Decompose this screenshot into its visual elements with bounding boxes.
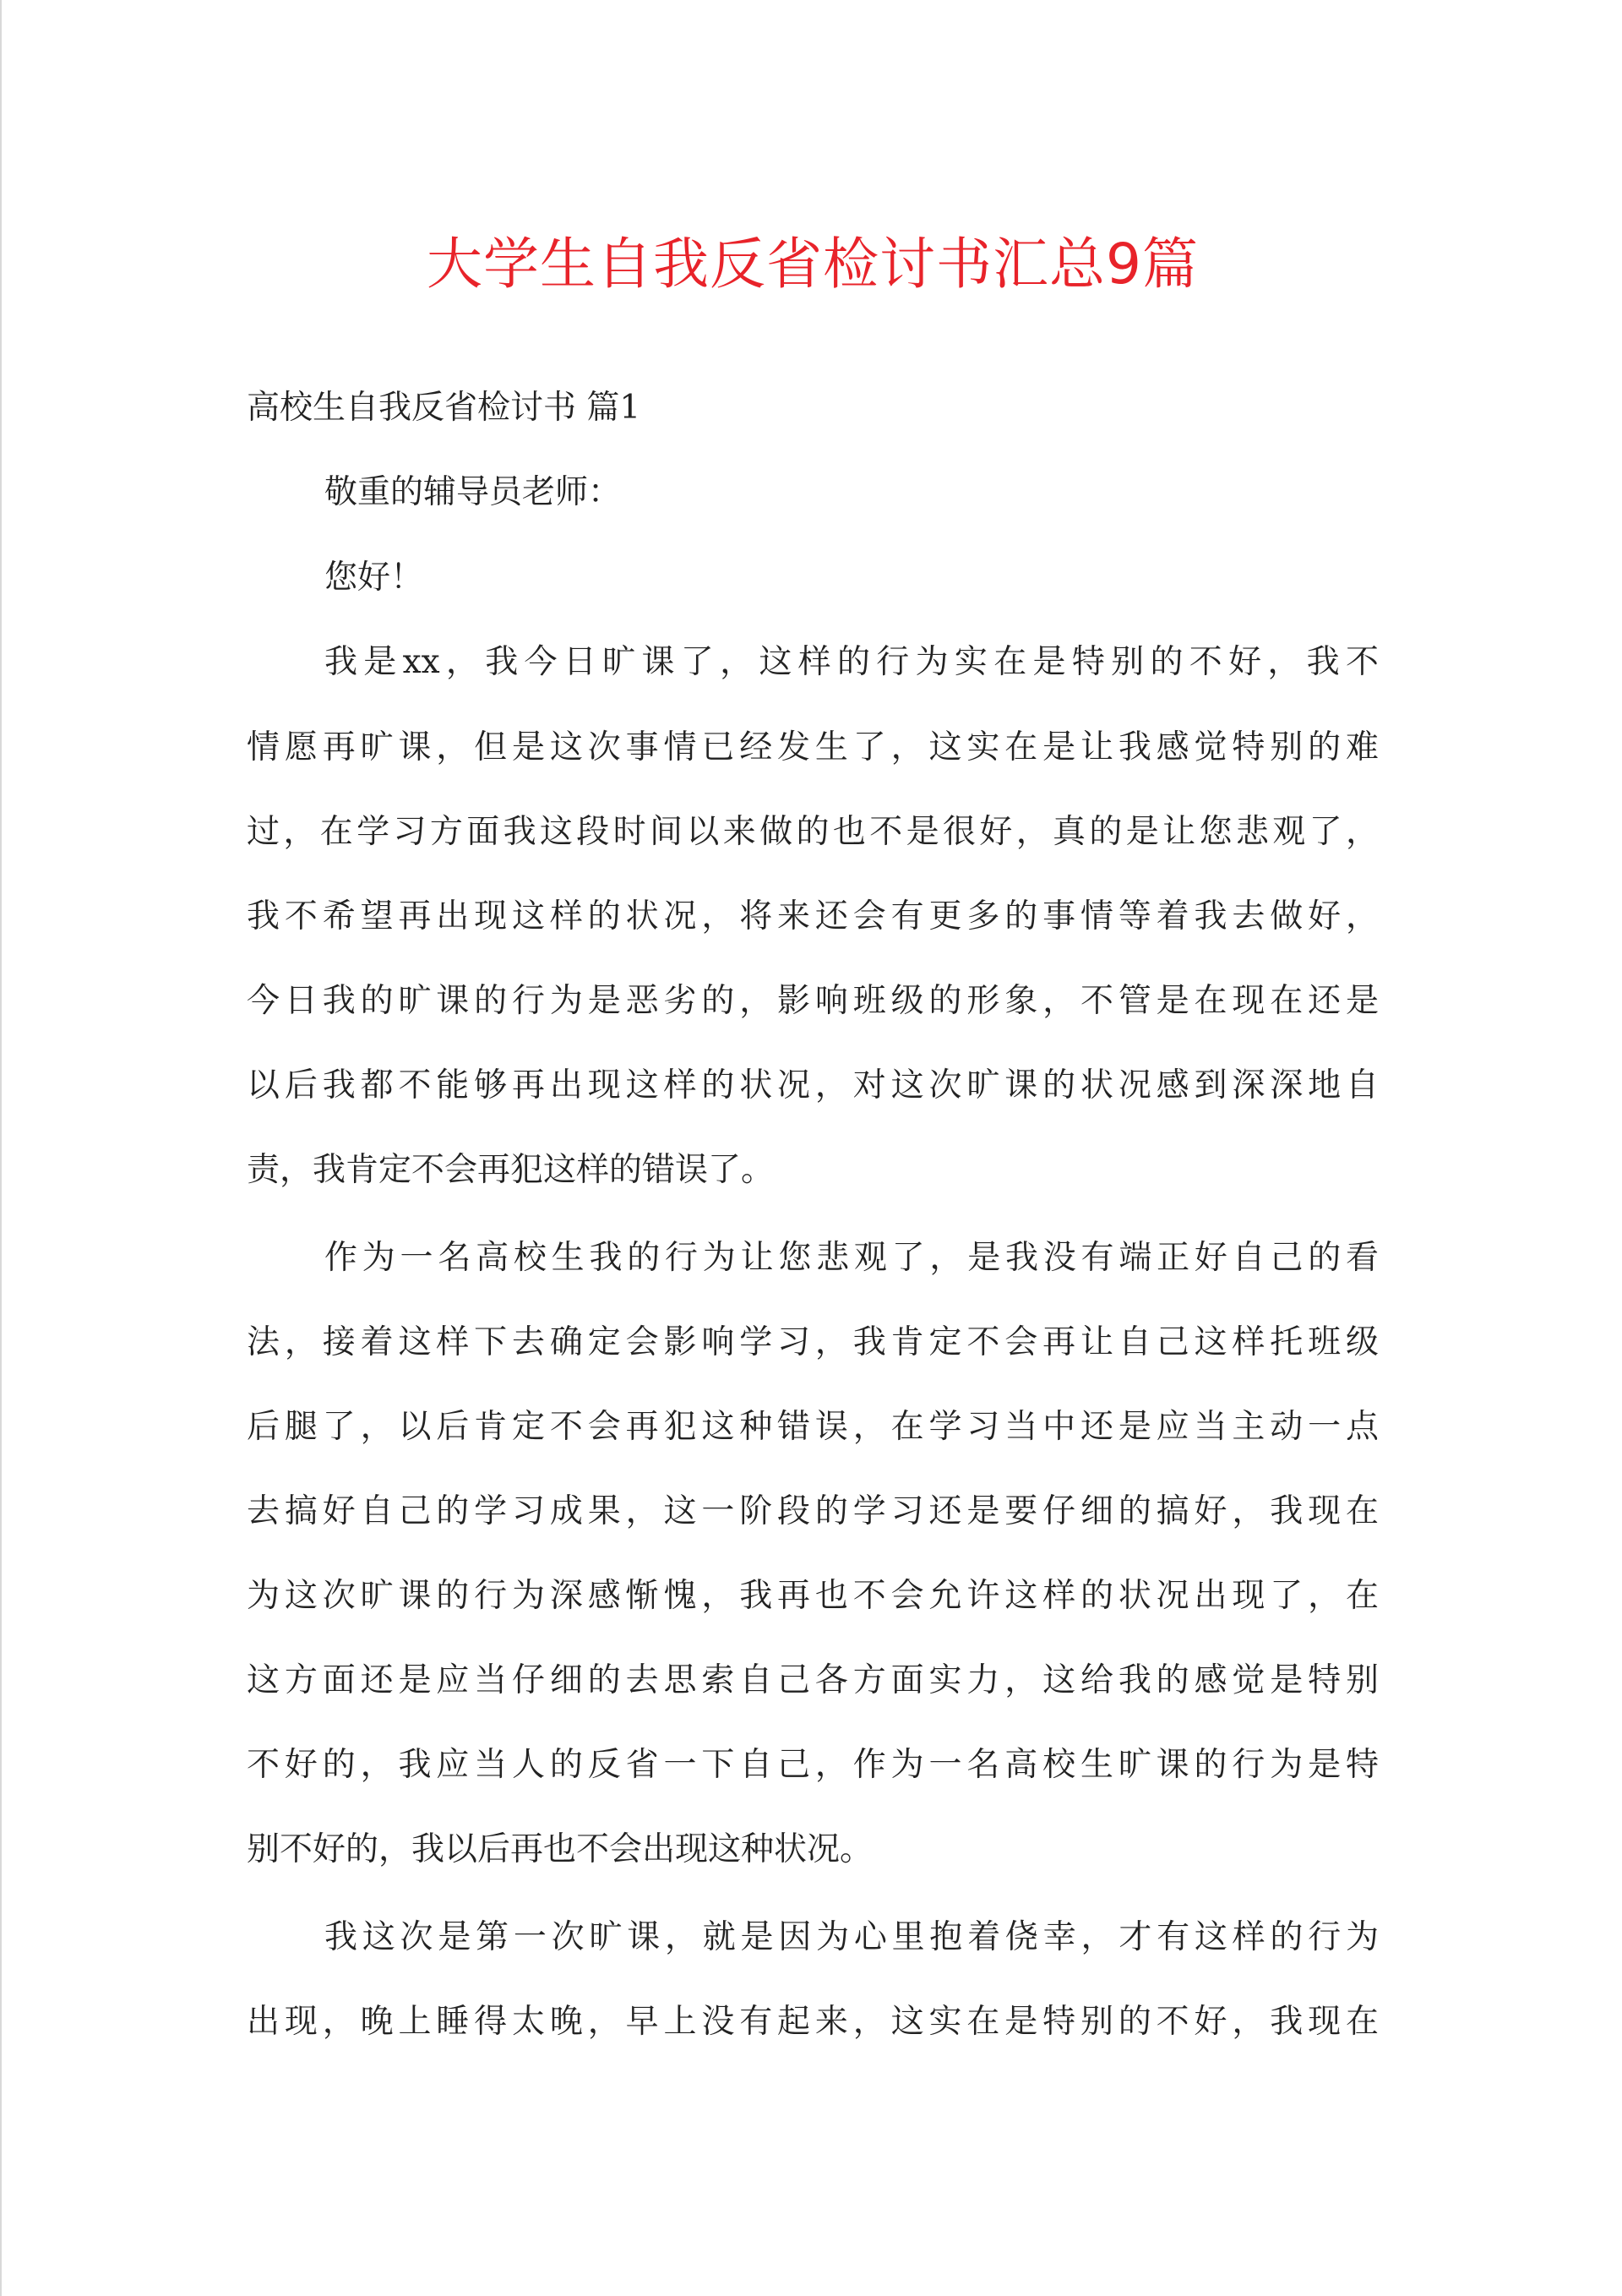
paragraph-1-line: 我不希望再出现这样的状况，将来还会有更多的事情等着我去做好， bbox=[247, 897, 1379, 935]
paragraph-3-line: 我这次是第一次旷课，就是因为心里抱着侥幸，才有这样的行为 bbox=[324, 1918, 1379, 1956]
document-title: 大学生自我反省检讨书汇总9篇 bbox=[427, 232, 1199, 297]
paragraph-2-line: 法，接着这样下去确定会影响学习，我肯定不会再让自己这样托班级 bbox=[247, 1323, 1379, 1361]
paragraph-2-line: 去搞好自己的学习成果，这一阶段的学习还是要仔细的搞好，我现在 bbox=[247, 1492, 1379, 1530]
paragraph-2-line: 不好的，我应当人的反省一下自己，作为一名高校生旷课的行为是特 bbox=[247, 1746, 1379, 1784]
paragraph-3-line: 出现，晚上睡得太晚，早上没有起来，这实在是特别的不好，我现在 bbox=[247, 2003, 1379, 2041]
greeting: 您好！ bbox=[324, 559, 424, 597]
paragraph-1-line: 情愿再旷课，但是这次事情已经发生了，这实在是让我感觉特别的难 bbox=[247, 728, 1379, 766]
paragraph-2-line: 后腿了，以后肯定不会再犯这种错误，在学习当中还是应当主动一点 bbox=[247, 1408, 1379, 1446]
paragraph-1-line: 今日我的旷课的行为是恶劣的，影响班级的形象，不管是在现在还是 bbox=[247, 982, 1379, 1020]
paragraph-2-line: 这方面还是应当仔细的去思索自己各方面实力，这给我的感觉是特别 bbox=[247, 1661, 1379, 1699]
paragraph-1-line: 过，在学习方面我这段时间以来做的也不是很好，真的是让您悲观了， bbox=[247, 813, 1379, 851]
paragraph-1-line: 我是xx，我今日旷课了，这样的行为实在是特别的不好，我不 bbox=[324, 643, 1379, 681]
section-heading: 高校生自我反省检讨书 篇1 bbox=[247, 389, 641, 427]
paragraph-1-line: 责，我肯定不会再犯这样的错误了。 bbox=[247, 1151, 775, 1189]
paragraph-1-line: 以后我都不能够再出现这样的状况，对这次旷课的状况感到深深地自 bbox=[247, 1066, 1379, 1104]
paragraph-2-line: 别不好的，我以后再也不会出现这种状况。 bbox=[247, 1830, 874, 1868]
salutation: 敬重的辅导员老师： bbox=[324, 473, 622, 511]
paragraph-2-line: 作为一名高校生我的行为让您悲观了，是我没有端正好自己的看 bbox=[324, 1239, 1379, 1277]
paragraph-2-line: 为这次旷课的行为深感惭愧，我再也不会允许这样的状况出现了，在 bbox=[247, 1577, 1379, 1615]
